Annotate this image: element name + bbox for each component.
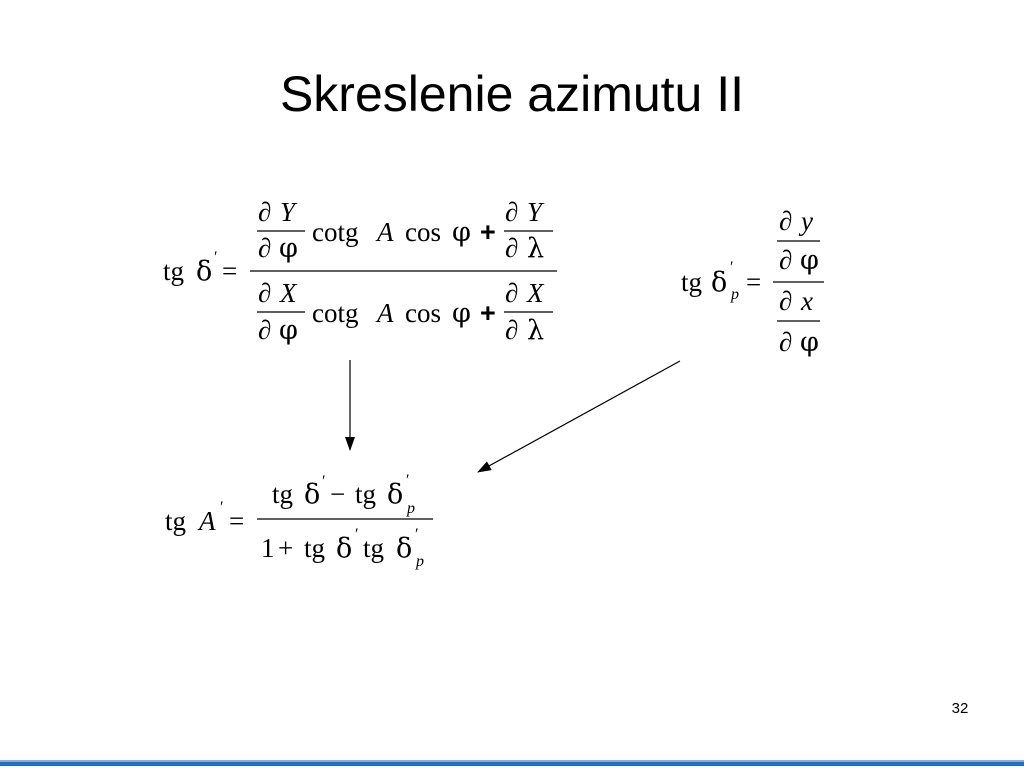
eq1-num-partial-top: ∂ — [258, 197, 272, 227]
eq1-den-X2: X — [527, 278, 544, 308]
eq1-num-phi: φ — [279, 233, 298, 264]
eq1-num-cos-phi: φ — [452, 217, 471, 248]
arrow-diagonal — [478, 361, 680, 472]
eq1-num-cotg: cotg — [312, 217, 359, 247]
eq1-den-partial-bottom2: ∂ — [505, 315, 519, 345]
eq1-den-partial-bottom: ∂ — [258, 315, 272, 345]
eq1-num-Y2: Y — [527, 197, 543, 227]
eq2-equals: = — [746, 267, 762, 297]
eq2-num-y: y — [801, 206, 813, 236]
eq2-den-partial-top: ∂ — [779, 286, 793, 316]
eq3-den-delta1: δ — [336, 533, 353, 564]
eq1-den-plus: + — [480, 298, 496, 328]
eq3-den-one: 1 — [261, 533, 275, 563]
eq1-den-lambda: λ — [527, 315, 545, 346]
eq2-num-partial-top: ∂ — [779, 206, 793, 236]
eq2-den-phi: φ — [800, 327, 819, 358]
eq1-num-A: A — [377, 217, 394, 247]
eq3-den-plus: + — [278, 533, 294, 563]
eq1-num-partial-bottom: ∂ — [258, 233, 272, 263]
eq2-den-partial-bottom: ∂ — [779, 327, 793, 357]
eq2-den-x: x — [801, 286, 813, 316]
footer-bar — [0, 760, 1024, 768]
eq3-num-minus: − — [330, 479, 346, 509]
eq3-den-sub-p: p — [416, 553, 424, 570]
eq1-num-cos: cos — [405, 217, 441, 247]
eq3-den-prime2: ′ — [415, 526, 419, 543]
eq1-num-plus: + — [480, 217, 496, 247]
eq2-delta: δ — [711, 267, 728, 298]
eq3-den-delta2: δ — [396, 533, 413, 564]
eq2-num-partial-bottom: ∂ — [779, 245, 793, 275]
eq3-num-delta1: δ — [304, 479, 321, 510]
eq1-num-partial-top2: ∂ — [505, 197, 519, 227]
eq3-A: A — [199, 506, 216, 536]
eq1-den-cos-phi: φ — [452, 298, 471, 329]
eq3-den-tg1: tg — [304, 533, 326, 563]
eq1-den-partial-top: ∂ — [258, 278, 272, 308]
equation-tg-A-prime — [165, 472, 433, 570]
eq3-num-tg1: tg — [272, 479, 294, 509]
eq1-den-cos: cos — [405, 298, 441, 328]
eq1-num-partial-bottom2: ∂ — [505, 233, 519, 263]
eq1-num-Y: Y — [280, 197, 296, 227]
eq3-prime: ′ — [220, 499, 224, 516]
eq3-num-tg2: tg — [355, 479, 377, 509]
eq3-equals: = — [229, 506, 245, 536]
eq1-tg: tg — [163, 256, 185, 286]
eq1-equals: = — [222, 256, 238, 286]
eq1-den-cotg: cotg — [312, 298, 359, 328]
eq3-den-tg2: tg — [363, 533, 385, 563]
eq1-den-phi: φ — [279, 315, 298, 346]
eq1-prime: ′ — [214, 249, 218, 266]
eq2-sub-p: p — [731, 286, 739, 303]
eq1-den-A: A — [377, 298, 394, 328]
eq3-num-prime1: ′ — [322, 473, 326, 490]
eq3-tg: tg — [165, 506, 187, 536]
eq3-num-prime2: ′ — [406, 472, 410, 489]
eq3-den-prime1: ′ — [355, 526, 359, 543]
equation-tg-delta-prime — [163, 197, 557, 346]
page-number: 32 — [951, 700, 969, 717]
slide-title: Skreslenie azimutu II — [279, 66, 745, 122]
eq3-num-sub-p: p — [407, 500, 415, 517]
eq2-prime: ′ — [730, 259, 734, 276]
eq1-den-partial-top2: ∂ — [505, 278, 519, 308]
eq1-den-X: X — [280, 278, 297, 308]
eq3-num-delta2: δ — [387, 479, 404, 510]
eq1-delta: δ — [196, 256, 213, 287]
eq2-num-phi: φ — [800, 245, 819, 276]
eq1-num-lambda: λ — [527, 233, 545, 264]
footer-line-dark — [0, 762, 1024, 766]
equation-tg-delta-p-prime — [681, 206, 824, 358]
eq2-tg: tg — [681, 267, 703, 297]
